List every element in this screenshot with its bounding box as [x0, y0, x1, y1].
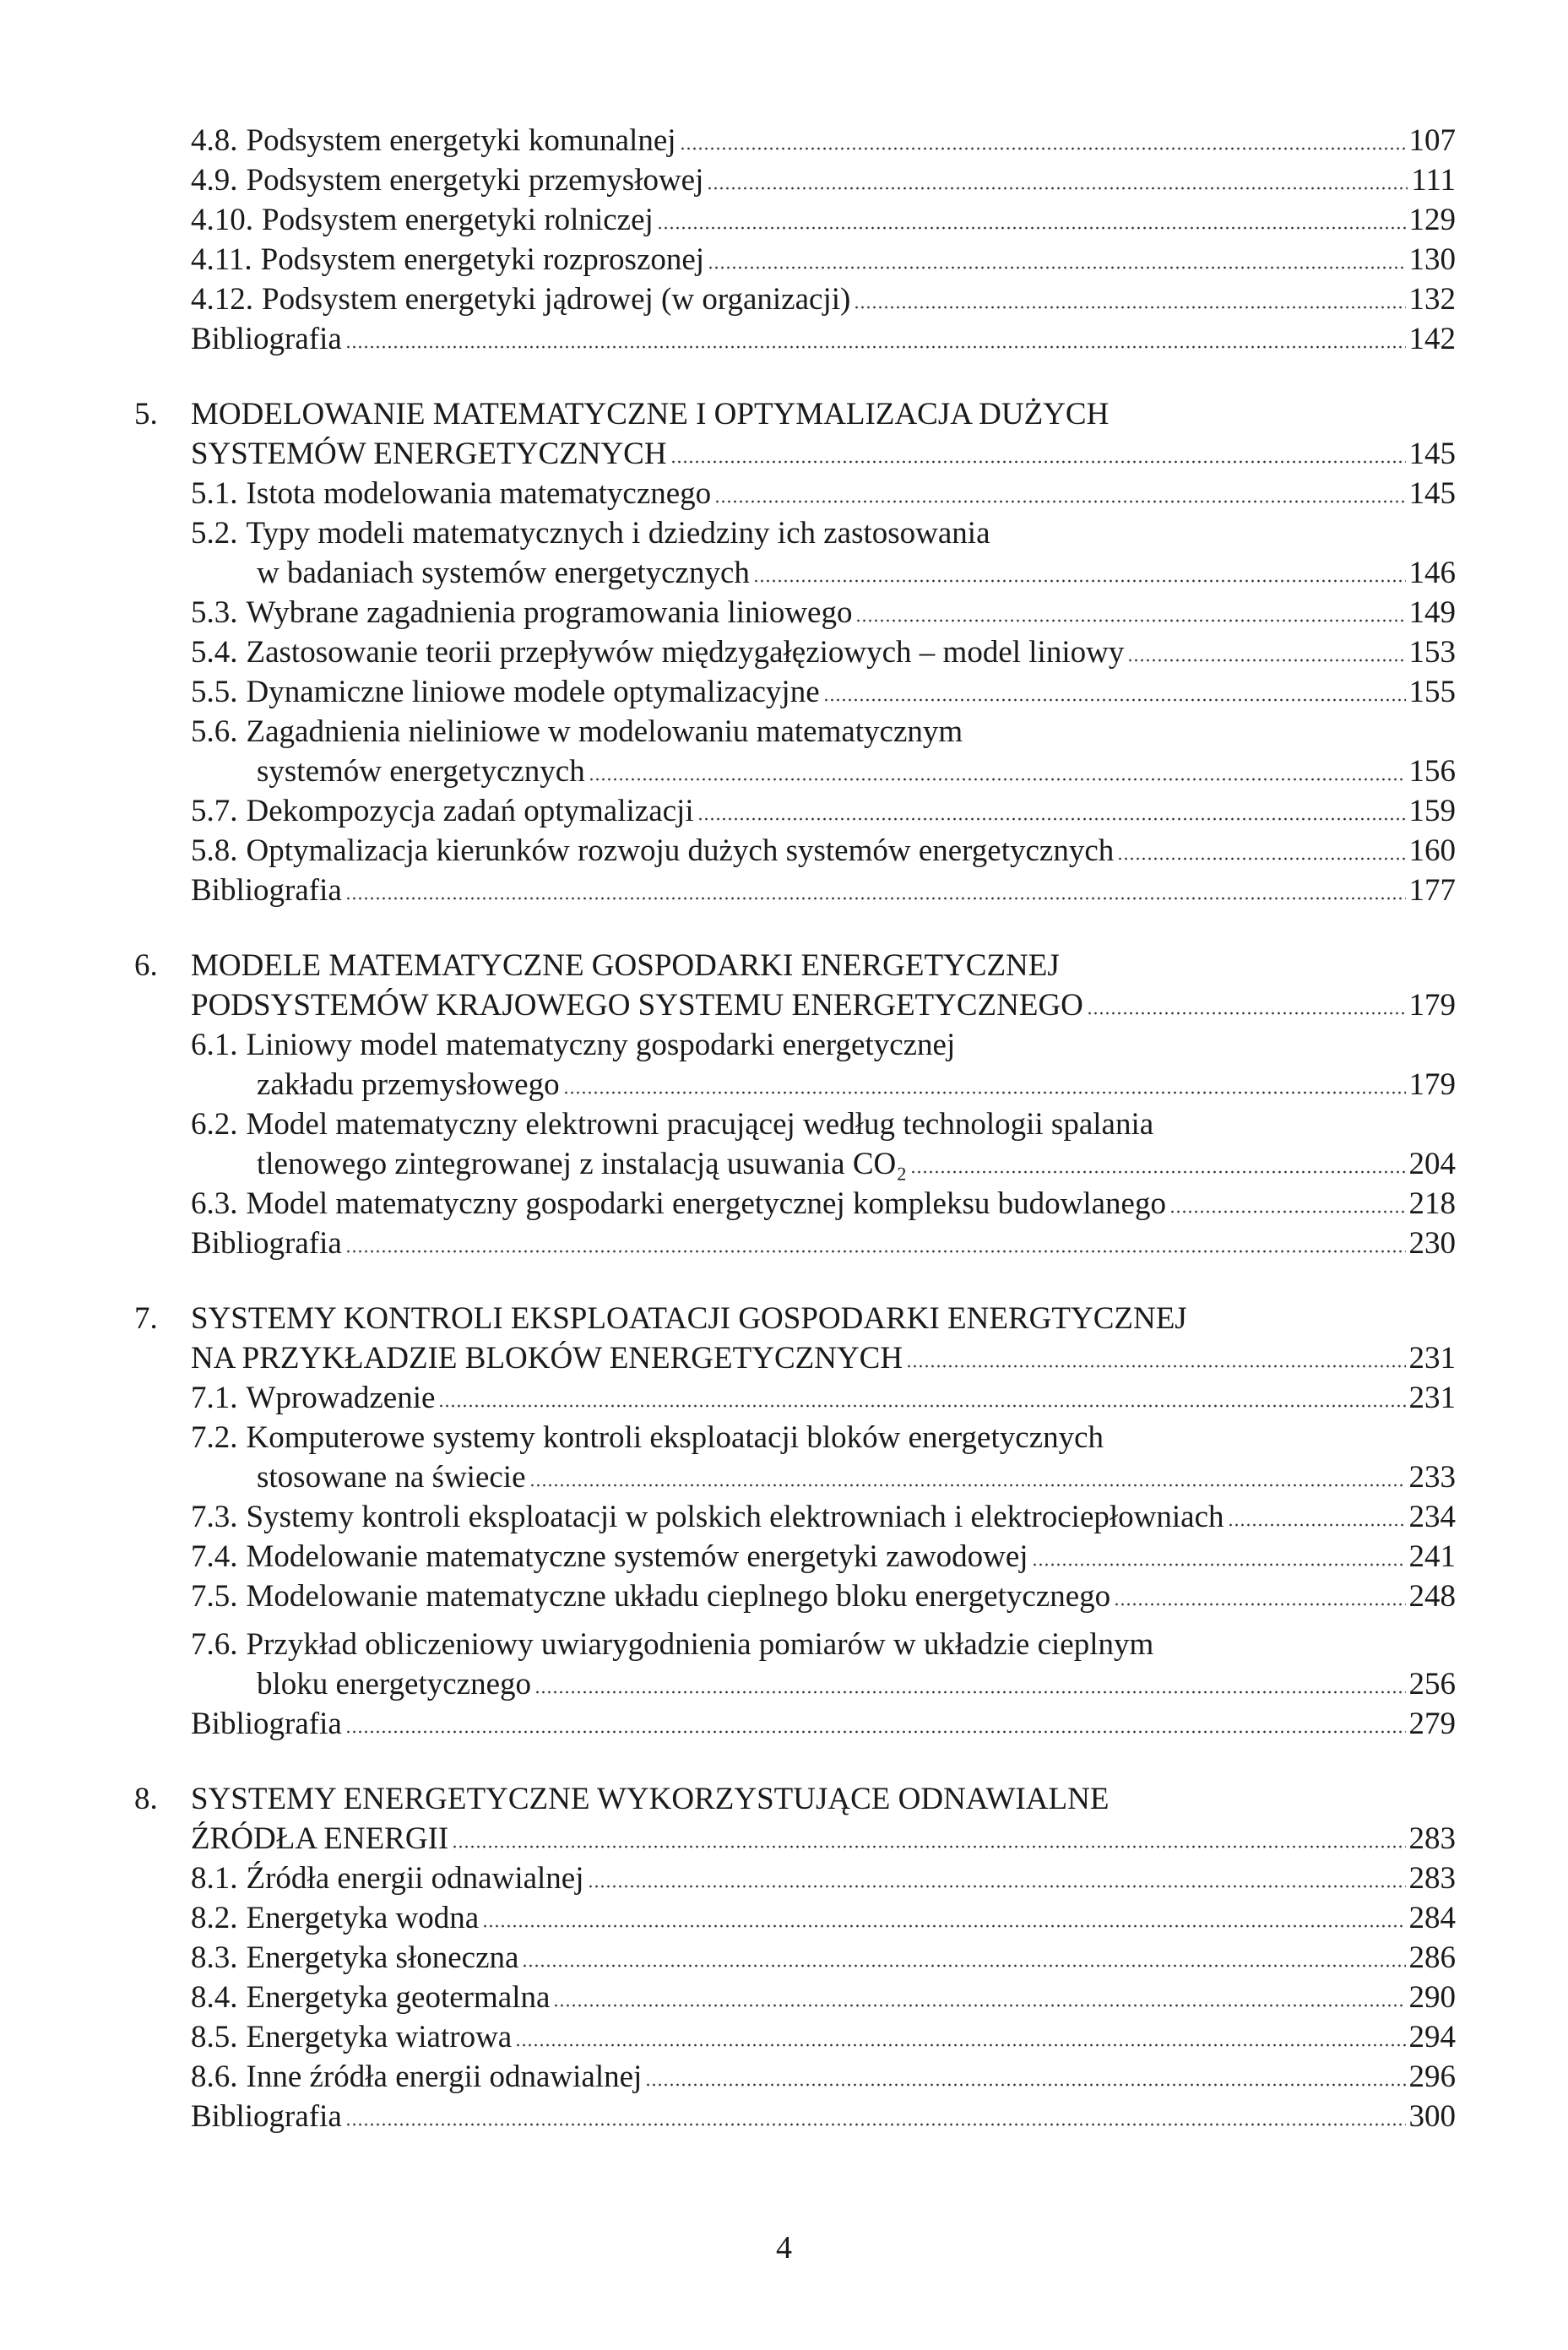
entry-text: Dekompozycja zadań optymalizacji	[246, 794, 694, 828]
entry-page: 160	[1408, 833, 1456, 868]
dot-leader	[906, 1365, 1405, 1368]
entry-number: 5.4.	[191, 635, 238, 670]
entry-text: MODELE MATEMATYCZNE GOSPODARKI ENERGETYCZNEJ	[191, 948, 1060, 983]
entry-page: 233	[1408, 1460, 1456, 1495]
entry-number: 5.2.	[191, 516, 238, 551]
dot-leader	[1169, 1210, 1406, 1213]
dot-leader	[534, 1691, 1406, 1694]
entry-number: 7.1.	[191, 1381, 238, 1415]
entry-page: 177	[1408, 873, 1456, 908]
dot-leader	[588, 1885, 1406, 1888]
dot-leader	[657, 226, 1406, 230]
toc-entry	[134, 160, 1456, 200]
entry-text: SYSTEMÓW ENERGETYCZNYCH	[191, 437, 667, 471]
entry-page: 107	[1408, 123, 1456, 158]
toc-entry-line[interactable]	[134, 1457, 1456, 1497]
entry-page: 230	[1408, 1226, 1456, 1261]
entry-text: Energetyka słoneczna	[246, 1940, 519, 1975]
toc-entry-line[interactable]	[134, 1704, 1456, 1744]
chapter-heading[interactable]	[134, 434, 1456, 474]
entry-number: 4.8.	[191, 123, 238, 158]
dot-leader	[452, 1845, 1405, 1848]
entry-text: ŹRÓDŁA ENERGII	[191, 1821, 449, 1856]
toc-entry	[134, 831, 1456, 871]
dot-leader	[515, 2043, 1405, 2047]
entry-page: 156	[1408, 754, 1456, 789]
entry-number: 6.3.	[191, 1186, 238, 1221]
dot-leader	[563, 1091, 1406, 1094]
toc-entry	[134, 712, 1456, 791]
toc-entry-line[interactable]	[134, 121, 1456, 160]
entry-text: Podsystem energetyki rozproszonej	[260, 242, 705, 277]
toc-entry	[134, 1859, 1456, 1898]
dot-leader	[823, 698, 1406, 702]
toc-entry-line[interactable]	[134, 240, 1456, 280]
toc-entry	[134, 474, 1456, 513]
entry-page: 159	[1408, 794, 1456, 828]
entry-page: 294	[1408, 2020, 1456, 2054]
entry-number: 8.3.	[191, 1940, 238, 1975]
entry-text: Optymalizacja kierunków rozwoju dużych systemów energetycznych	[246, 833, 1115, 868]
entry-number: 7.	[134, 1301, 158, 1336]
toc-entry-line[interactable]	[134, 1978, 1456, 2017]
bibliography-entry	[134, 319, 1456, 359]
toc-entry	[134, 1537, 1456, 1577]
toc-section	[134, 394, 1456, 910]
toc-entry-line[interactable]	[134, 712, 1456, 752]
dot-leader	[345, 897, 1406, 900]
entry-text: Źródła energii odnawialnej	[246, 1861, 584, 1896]
toc-entry	[134, 791, 1456, 831]
entry-text: Wybrane zagadnienia programowania liniowego	[246, 595, 853, 630]
dot-leader	[345, 1730, 1406, 1734]
toc-entry-line[interactable]	[134, 1184, 1456, 1224]
toc-entry	[134, 1497, 1456, 1537]
toc-entry-line[interactable]	[134, 200, 1456, 240]
chapter-heading[interactable]	[134, 1819, 1456, 1859]
toc-entry-line[interactable]	[134, 871, 1456, 910]
toc-entry-line[interactable]	[134, 1497, 1456, 1537]
toc-entry-line[interactable]	[134, 2057, 1456, 2097]
entry-number: 6.1.	[191, 1028, 238, 1062]
entry-page: 146	[1408, 556, 1456, 590]
entry-page: 279	[1408, 1707, 1456, 1741]
toc-entry	[134, 1418, 1456, 1497]
toc-entry-line[interactable]	[134, 1537, 1456, 1577]
entry-number: 5.3.	[191, 595, 238, 630]
entry-text: Zagadnienia nieliniowe w modelowaniu matematycznym	[246, 714, 963, 749]
dot-leader	[708, 266, 1405, 269]
entry-page: 149	[1408, 595, 1456, 630]
entry-page: 283	[1408, 1821, 1456, 1856]
entry-page: 296	[1408, 2060, 1456, 2094]
entry-page: 290	[1408, 1980, 1456, 2015]
toc-section	[134, 1299, 1456, 1744]
dot-leader	[1228, 1523, 1406, 1527]
toc-section	[134, 121, 1456, 359]
entry-text: Bibliografia	[191, 873, 342, 908]
dot-leader	[697, 817, 1406, 821]
entry-text: Typy modeli matematycznych i dziedziny ich zastosowania	[246, 516, 990, 551]
entry-text: Model matematyczny elektrowni pracującej według technologii spalania	[246, 1107, 1154, 1142]
entry-text: Model matematyczny gospodarki energetycznej kompleksu budowlanego	[246, 1186, 1166, 1221]
toc-entry-line[interactable]	[134, 1664, 1456, 1704]
entry-number: 8.1.	[191, 1861, 238, 1896]
dot-leader	[529, 1484, 1406, 1487]
entry-number: 4.12.	[191, 282, 253, 317]
toc-entry-line[interactable]	[134, 1104, 1456, 1144]
dot-leader	[1117, 857, 1405, 860]
entry-text: bloku energetycznego	[257, 1667, 531, 1701]
entry-text: SYSTEMY KONTROLI EKSPLOATACJI GOSPODARKI ENERGTYCZNEJ	[191, 1301, 1187, 1336]
dot-leader	[482, 1924, 1405, 1928]
toc-entry-line[interactable]	[134, 553, 1456, 593]
dot-leader	[854, 306, 1405, 309]
entry-text: Modelowanie matematyczne układu cieplnego bloku energetycznego	[246, 1579, 1111, 1614]
dot-leader	[753, 579, 1406, 583]
dot-leader	[714, 500, 1405, 503]
entry-page: 256	[1408, 1667, 1456, 1701]
entry-page: 132	[1408, 282, 1456, 317]
entry-text: Istota modelowania matematycznego	[246, 476, 712, 511]
entry-number: 7.2.	[191, 1420, 238, 1455]
toc-entry	[134, 240, 1456, 280]
toc-entry-line[interactable]	[134, 1378, 1456, 1418]
entry-page: 231	[1408, 1381, 1456, 1415]
entry-page: 145	[1408, 476, 1456, 511]
dot-leader	[1032, 1563, 1406, 1566]
entry-page: 218	[1408, 1186, 1456, 1221]
entry-text: w badaniach systemów energetycznych	[257, 556, 750, 590]
toc-entry-line[interactable]	[134, 280, 1456, 319]
dot-leader	[438, 1404, 1405, 1408]
entry-page: 286	[1408, 1940, 1456, 1975]
dot-leader	[522, 1964, 1405, 1967]
chapter-heading[interactable]	[134, 946, 1456, 985]
dot-leader	[345, 345, 1406, 349]
toc-entry	[134, 1104, 1456, 1184]
toc-entry-line[interactable]	[134, 513, 1456, 553]
bibliography-entry	[134, 1224, 1456, 1263]
toc-entry	[134, 593, 1456, 632]
chapter-heading[interactable]	[134, 394, 1456, 434]
toc-entry	[134, 1978, 1456, 2017]
toc-entry-line[interactable]	[134, 2017, 1456, 2057]
entry-text: PODSYSTEMÓW KRAJOWEGO SYSTEMU ENERGETYCZNEGO	[191, 988, 1083, 1023]
entry-number: 8.	[134, 1782, 158, 1816]
entry-page: 142	[1408, 322, 1456, 356]
bibliography-entry	[134, 2097, 1456, 2136]
toc-entry	[134, 1625, 1456, 1704]
entry-page: 248	[1408, 1579, 1456, 1614]
toc-entry	[134, 280, 1456, 319]
entry-text: Energetyka wodna	[246, 1901, 480, 1935]
page-number: 4	[776, 2230, 792, 2266]
toc-entry-line[interactable]	[134, 1577, 1456, 1616]
entry-text: Podsystem energetyki komunalnej	[246, 123, 676, 158]
entry-page: 153	[1408, 635, 1456, 670]
entry-text: Podsystem energetyki przemysłowej	[246, 163, 704, 198]
toc-entry	[134, 1025, 1456, 1104]
entry-text: systemów energetycznych	[257, 754, 585, 789]
entry-number: 8.5.	[191, 2020, 238, 2054]
entry-number: 7.5.	[191, 1579, 238, 1614]
toc-entry-line[interactable]	[134, 1418, 1456, 1457]
entry-text: NA PRZYKŁADZIE BLOKÓW ENERGETYCZNYCH	[191, 1341, 903, 1376]
toc-entry-line[interactable]	[134, 1224, 1456, 1263]
entry-text: stosowane na świecie	[257, 1460, 526, 1495]
toc-entry	[134, 1898, 1456, 1938]
toc-entry-line[interactable]	[134, 160, 1456, 200]
dot-leader	[855, 619, 1405, 622]
dot-leader	[910, 1170, 1405, 1174]
chapter-heading[interactable]	[134, 1779, 1456, 1819]
toc-entry-line[interactable]	[134, 1144, 1456, 1184]
entry-text: Bibliografia	[191, 1226, 342, 1261]
toc-entry	[134, 513, 1456, 593]
entry-number: 7.6.	[191, 1627, 238, 1662]
entry-page: 179	[1408, 988, 1456, 1023]
toc-entry-line[interactable]	[134, 1859, 1456, 1898]
chapter-heading[interactable]	[134, 1338, 1456, 1378]
entry-number: 8.6.	[191, 2060, 238, 2094]
toc-entry-line[interactable]	[134, 1625, 1456, 1664]
entry-page: 129	[1408, 203, 1456, 237]
toc-entry-line[interactable]	[134, 831, 1456, 871]
dot-leader	[680, 147, 1406, 150]
toc-entry	[134, 632, 1456, 672]
chapter-heading[interactable]	[134, 985, 1456, 1025]
entry-page: 111	[1411, 163, 1456, 198]
entry-text: Energetyka wiatrowa	[246, 2020, 513, 2054]
entry-page: 284	[1408, 1901, 1456, 1935]
toc-entry-line[interactable]	[134, 593, 1456, 632]
dot-leader	[1114, 1603, 1405, 1606]
entry-number: 5.5.	[191, 675, 238, 709]
entry-number: 8.2.	[191, 1901, 238, 1935]
table-of-contents	[134, 121, 1456, 2136]
entry-number: 8.4.	[191, 1980, 238, 2015]
dot-leader	[670, 460, 1406, 464]
toc-entry-line[interactable]	[134, 1938, 1456, 1978]
entry-number: 5.6.	[191, 714, 238, 749]
toc-entry-line[interactable]	[134, 474, 1456, 513]
entry-text: Energetyka geotermalna	[246, 1980, 551, 2015]
entry-text: Systemy kontroli eksploatacji w polskich elektrowniach i elektrociepłowniach	[246, 1500, 1224, 1534]
entry-text: Zastosowanie teorii przepływów międzygałęziowych – model liniowy	[246, 635, 1125, 670]
entry-text: Dynamiczne liniowe modele optymalizacyjne	[246, 675, 820, 709]
entry-page: 241	[1408, 1539, 1456, 1574]
dot-leader	[645, 2083, 1405, 2087]
toc-entry	[134, 121, 1456, 160]
entry-text: Modelowanie matematyczne systemów energetyki zawodowej	[246, 1539, 1028, 1574]
entry-text: SYSTEMY ENERGETYCZNE WYKORZYSTUJĄCE ODNAWIALNE	[191, 1782, 1110, 1816]
entry-number: 4.11.	[191, 242, 252, 277]
toc-section	[134, 1779, 1456, 2136]
toc-entry	[134, 1378, 1456, 1418]
entry-number: 4.9.	[191, 163, 238, 198]
entry-page: 283	[1408, 1861, 1456, 1896]
toc-entry	[134, 2057, 1456, 2097]
toc-entry-line[interactable]	[134, 672, 1456, 712]
toc-entry-line[interactable]	[134, 1898, 1456, 1938]
entry-page: 234	[1408, 1500, 1456, 1534]
toc-entry	[134, 1577, 1456, 1616]
dot-leader	[345, 2123, 1406, 2126]
entry-text: Wprowadzenie	[246, 1381, 436, 1415]
toc-entry-line[interactable]	[134, 752, 1456, 791]
toc-entry-line[interactable]	[134, 2097, 1456, 2136]
entry-page: 231	[1408, 1341, 1456, 1376]
toc-entry	[134, 200, 1456, 240]
entry-number: 6.	[134, 948, 158, 983]
toc-entry-line[interactable]	[134, 791, 1456, 831]
entry-number: 5.	[134, 397, 158, 431]
entry-text: Bibliografia	[191, 1707, 342, 1741]
dot-leader	[1127, 659, 1405, 662]
entry-text: Podsystem energetyki rolniczej	[262, 203, 654, 237]
toc-section	[134, 946, 1456, 1263]
bibliography-entry	[134, 1704, 1456, 1744]
entry-page: 130	[1408, 242, 1456, 277]
toc-entry	[134, 1938, 1456, 1978]
entry-number: 7.3.	[191, 1500, 238, 1534]
entry-number: 5.7.	[191, 794, 238, 828]
entry-text: Podsystem energetyki jądrowej (w organizacji)	[262, 282, 851, 317]
entry-page: 179	[1408, 1067, 1456, 1102]
entry-page: 145	[1408, 437, 1456, 471]
entry-number: 7.4.	[191, 1539, 238, 1574]
dot-leader	[345, 1250, 1406, 1253]
entry-text: tlenowego zintegrowanej z instalacją usuwania CO₂	[257, 1147, 908, 1181]
toc-entry-line[interactable]	[134, 1065, 1456, 1104]
toc-entry	[134, 1184, 1456, 1224]
entry-text: Bibliografia	[191, 2099, 342, 2134]
entry-number: 5.1.	[191, 476, 238, 511]
entry-text: zakładu przemysłowego	[257, 1067, 560, 1102]
dot-leader	[1087, 1012, 1406, 1015]
toc-entry	[134, 672, 1456, 712]
toc-entry-line[interactable]	[134, 632, 1456, 672]
toc-entry-line[interactable]	[134, 319, 1456, 359]
entry-text: Liniowy model matematyczny gospodarki energetycznej	[246, 1028, 956, 1062]
toc-entry-line[interactable]	[134, 1025, 1456, 1065]
entry-number: 6.2.	[191, 1107, 238, 1142]
toc-entry	[134, 2017, 1456, 2057]
entry-number: 5.8.	[191, 833, 238, 868]
entry-page: 300	[1408, 2099, 1456, 2134]
dot-leader	[553, 2004, 1405, 2007]
bibliography-entry	[134, 871, 1456, 910]
entry-text: Komputerowe systemy kontroli eksploatacji bloków energetycznych	[246, 1420, 1104, 1455]
entry-text: Bibliografia	[191, 322, 342, 356]
entry-text: Inne źródła energii odnawialnej	[246, 2060, 643, 2094]
entry-number: 4.10.	[191, 203, 253, 237]
chapter-heading[interactable]	[134, 1299, 1456, 1338]
dot-leader	[707, 187, 1408, 190]
entry-text: MODELOWANIE MATEMATYCZNE I OPTYMALIZACJA DUŻYCH	[191, 397, 1110, 431]
dot-leader	[589, 778, 1406, 781]
entry-text: Przykład obliczeniowy uwiarygodnienia pomiarów w układzie cieplnym	[246, 1627, 1154, 1662]
entry-page: 155	[1408, 675, 1456, 709]
entry-page: 204	[1408, 1147, 1456, 1181]
